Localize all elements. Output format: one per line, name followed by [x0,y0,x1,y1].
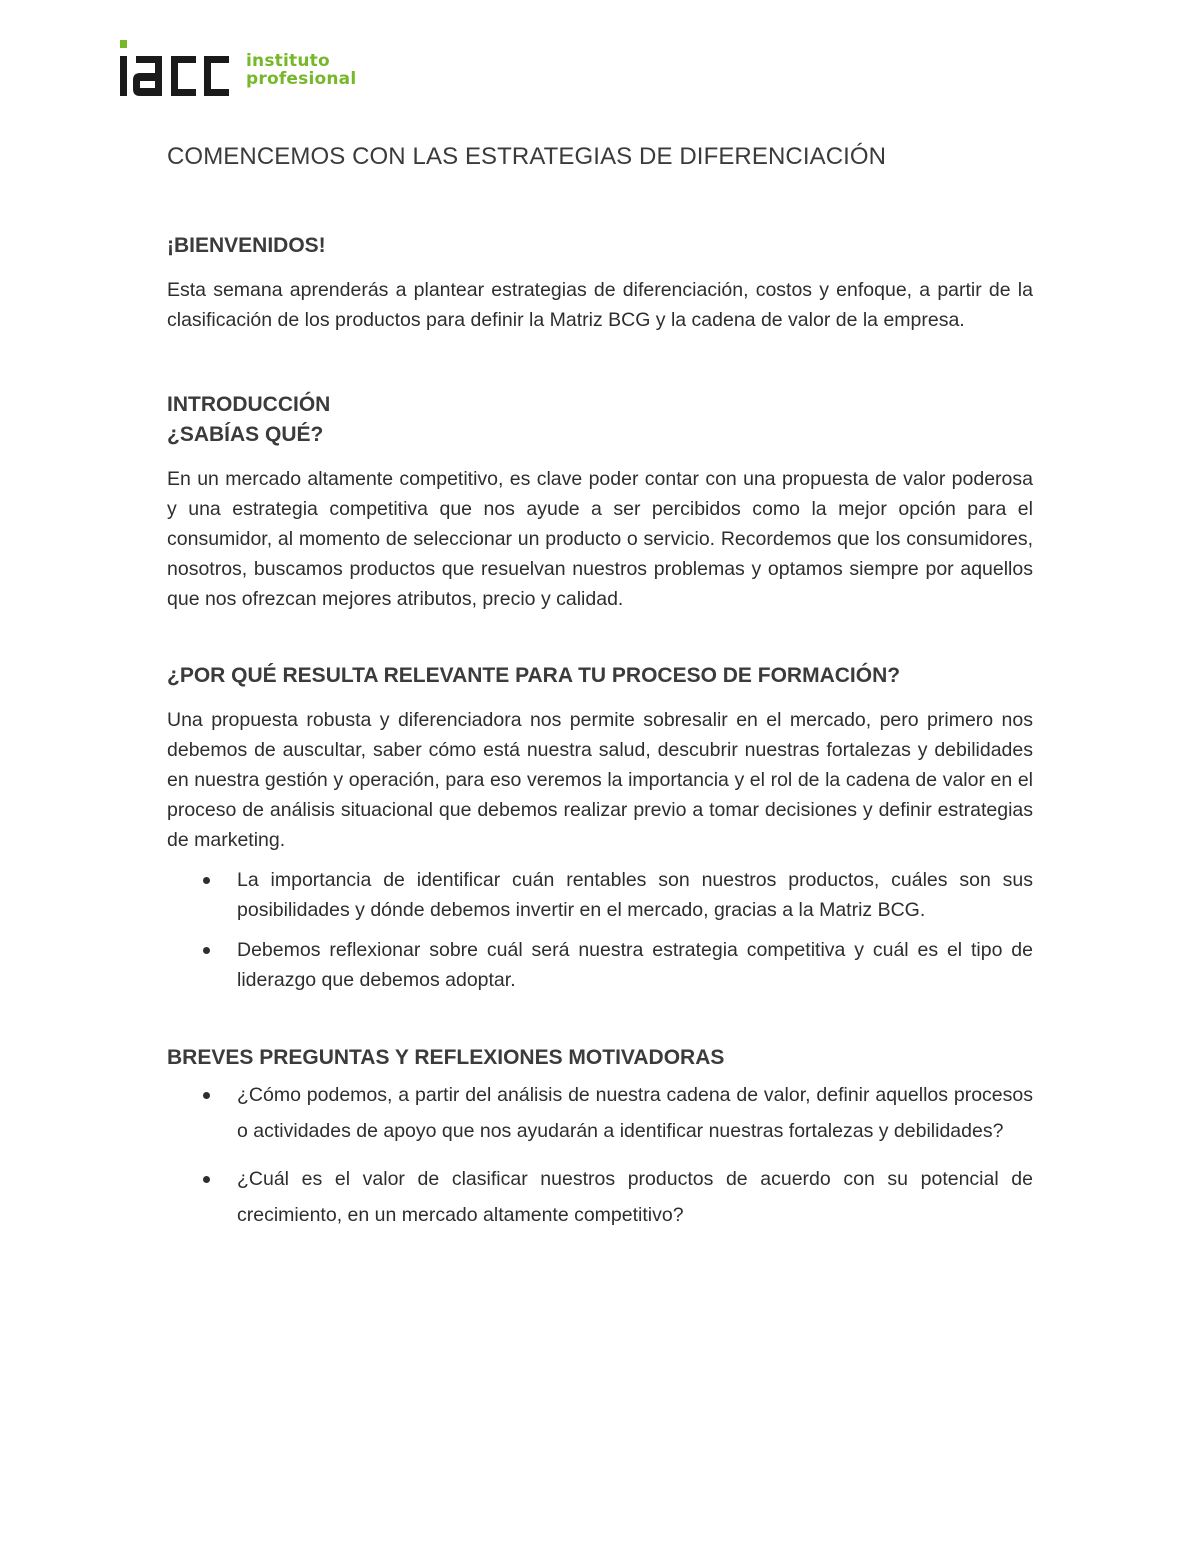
intro-heading: INTRODUCCIÓN [167,393,331,416]
bullet-icon [203,1092,210,1099]
document-body [167,140,1033,1245]
relevance-bullet-list [167,865,1033,995]
questions-bullet-list [167,1077,1033,1233]
iacc-logo [118,40,368,100]
intro-paragraph: En un mercado altamente competitivo, es clave poder contar con una propuesta de valor poderosa y una estrategia competitiva que nos ayude a ser percibidos como la mejor opción para el consumidor, al momento de seleccionar un producto o servicio. Recordemos que los consumidores, nosotros, buscamos productos que resuelvan nuestros problemas y optamos siempre por aquellos que nos ofrezcan mejores atributos, precio y calidad. [167,468,1033,610]
list-item-text: ¿Cómo podemos, a partir del análisis de nuestra cadena de valor, definir aquellos procesos o actividades de apoyo que nos ayudarán a identificar nuestras fortalezas y debilidades? [237,1084,1033,1142]
relevance-paragraph: Una propuesta robusta y diferenciadora nos permite sobresalir en el mercado, pero primero nos debemos de auscultar, saber cómo está nuestra salud, descubrir nuestras fortalezas y debilidades en nuestra gestión y operación, para eso veremos la importancia y el rol de la cadena de valor en el proceso de análisis situacional que debemos realizar previo a tomar decisiones y definir estrategias de marketing. [167,709,1033,851]
list-item-text: ¿Cuál es el valor de clasificar nuestros productos de acuerdo con su potencial de crecimiento, en un mercado altamente competitivo? [237,1168,1033,1226]
questions-heading: BREVES PREGUNTAS Y REFLEXIONES MOTIVADORAS [167,1046,725,1069]
list-item [167,1161,1033,1233]
logo-line-profesional: profesional [246,69,357,89]
intro-subheading: ¿SABÍAS QUÉ? [167,423,324,446]
logo-text [246,52,356,88]
bullet-icon [203,877,210,884]
bullet-icon [203,947,210,954]
welcome-paragraph: Esta semana aprenderás a plantear estrategias de diferenciación, costos y enfoque, a partir de la clasificación de los productos para definir la Matriz BCG y la cadena de valor de la empresa. [167,279,1033,331]
list-item-text: La importancia de identificar cuán rentables son nuestros productos, cuáles son sus posibilidades y dónde debemos invertir en el mercado, gracias a la Matriz BCG. [237,869,1033,921]
bullet-icon [203,1176,210,1183]
document-title: COMENCEMOS CON LAS ESTRATEGIAS DE DIFERENCIACIÓN [167,143,887,170]
logo-line-instituto: instituto [246,51,330,71]
list-item [167,865,1033,925]
welcome-heading: ¡BIENVENIDOS! [167,234,326,257]
iacc-wordmark-graphic [118,40,243,100]
list-item [167,935,1033,995]
list-item-text: Debemos reflexionar sobre cuál será nuestra estrategia competitiva y cuál es el tipo de liderazgo que debemos adoptar. [237,939,1033,991]
relevance-heading: ¿POR QUÉ RESULTA RELEVANTE PARA TU PROCESO DE FORMACIÓN? [167,664,901,687]
list-item [167,1077,1033,1149]
